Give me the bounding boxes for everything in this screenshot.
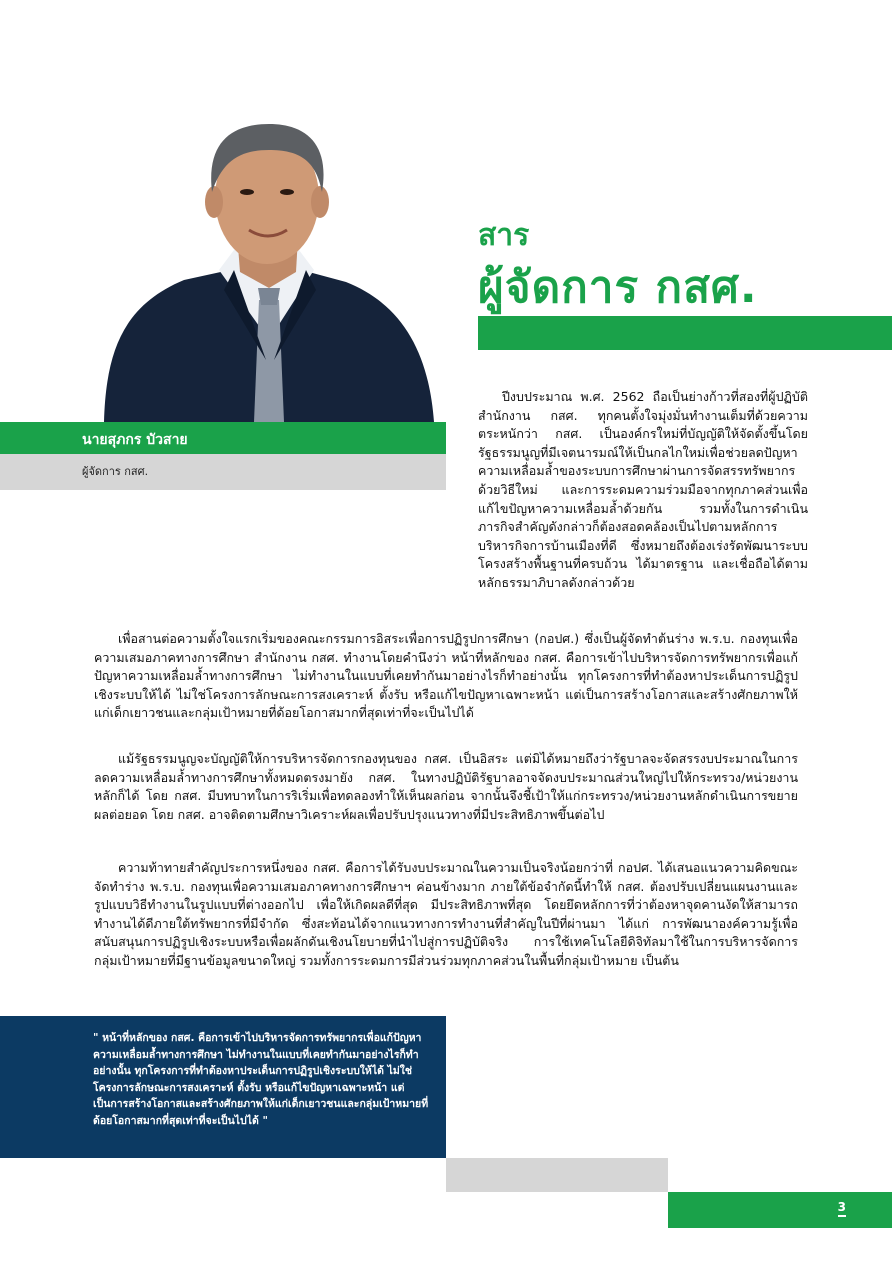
portrait-illustration [84,100,444,422]
portrait-photo [84,100,444,422]
intro-paragraph: ปีงบประมาณ พ.ศ. 2562 ถือเป็นย่างก้าวที่สองที่ผู้ปฏิบัติสำนักงาน กสศ. ทุกคนตั้งใจมุ่งมั่นทำงานเต็มที่ด้วยความตระหนักว่า กสศ. เป็นองค์กรใหม่ที่บัญญัติให้จัดตั้งขึ้นโดยรัฐธรรมนูญที่มีเจตนารมณ์ให้เป็นกลไกใหม่เพื่อช่วยลดปัญหาความเหลื่อมล้ำของระบบการศึกษาผ่านการจัดสรรทรัพยากรด้วยวิธีใหม่ และการระดมความร่วมมือจากทุกภาคส่วนเพื่อแก้ไขปัญหาความเหลื่อมล้ำด้วยกัน รวมทั้งในการดำเนินภารกิจสำคัญดังกล่าวก็ต้องสอดคล้องเป็นไปตามหลักการบริหารกิจการบ้านเมืองที่ดี ซึ่งหมายถึงต้องเร่งรัดพัฒนาระบบโครงสร้างพื้นฐานที่ครบถ้วน ได้มาตรฐาน และเชื่อถือได้ตามหลักธรรมาภิบาลดังกล่าวด้วย [478,389,808,590]
body-paragraph-2: แม้รัฐธรรมนูญจะบัญญัติให้การบริหารจัดการกองทุนของ กสศ. เป็นอิสระ แต่มิได้หมายถึงว่ารัฐบาลจะจัดสรรงบประมาณในการลดความเหลื่อมล้ำทางการศึกษาทั้งหมดตรงมายัง กสศ. ในทางปฏิบัติรัฐบาลอาจจัดงบประมาณส่วนใหญ่ไปให้กระทรวง/หน่วยงานหลักก็ได้ โดย กสศ. มีบทบาทในการริเริ่มเพื่อทดลองทำให้เห็นผลก่อน จากนั้นจึงชี้เป้าให้แก่กระทรวง/หน่วยงานหลักดำเนินการขยายผลต่อยอด โดย กสศ. อาจติดตามศึกษาวิเคราะห์ผลเพื่อปรับปรุงแนวทางที่มีประสิทธิภาพขึ้นต่อไป [94,751,798,822]
page-number-bar [668,1192,892,1228]
person-name: นายสุภกร บัวสาย [82,432,188,448]
decorative-gray-strip [446,1158,668,1192]
person-position: ผู้จัดการ กสศ. [82,465,149,478]
pull-quote-box [0,1016,446,1158]
heading-line-2: ผู้จัดการ กสศ. [478,262,758,313]
body-paragraph-3: ความท้าทายสำคัญประการหนึ่งของ กสศ. คือการได้รับงบประมาณในความเป็นจริงน้อยกว่าที่ กอปศ. ได้เสนอแนวความคิดขณะจัดทำร่าง พ.ร.บ. กองทุนเพื่อความเสมอภาคทางการศึกษาฯ ค่อนข้างมาก ภายใต้ข้อจำกัดนี้ทำให้ กสศ. ต้องปรับเปลี่ยนแผนงานและรูปแบบวิธีทำงานในรูปแบบที่ต่างออกไป เพื่อให้เกิดผลดีที่สุด มีประสิทธิภาพที่สุด โดยยึดหลักการที่ว่าต้องหาจุดคานงัดให้สามารถทำงานได้ดีภายใต้ทรัพยากรที่มีจำกัด ซึ่งสะท้อนได้จากแนวทางการทำงานที่สำคัญในปีที่ผ่านมา ได้แก่ การพัฒนาองค์ความรู้เพื่อสนับสนุนการปฏิรูปเชิงระบบหรือเพื่อผลักดันเชิงนโยบายที่นำไปสู่การปฏิบัติจริง การใช้เทคโนโลยีดิจิทัลมาใช้ในการบริหารจัดการกลุ่มเป้าหมายที่มีฐานข้อมูลขนาดใหญ่ รวมทั้งการระดมการมีส่วนร่วมทุกภาคส่วนในพื้นที่กลุ่มเป้าหมาย เป็นต้น [94,860,798,968]
page-number: 3 [838,1200,846,1217]
heading-line-1: สาร [478,218,530,253]
pull-quote-text: " หน้าที่หลักของ กสศ. คือการเข้าไปบริหารจัดการทรัพยากรเพื่อแก้ปัญหาความเหลื่อมล้ำทางการศึกษา ไม่ทำงานในแบบที่เคยทำกันมาอย่างไรก็ทำอย่างนั้น ทุกโครงการที่ทำต้องหาประเด็นการปฏิรูปเชิงระบบให้ได้ ไม่ใช่โครงการลักษณะการสงเคราะห์ ตั้งรับ หรือแก้ไขปัญหาเฉพาะหน้า แต่เป็นการสร้างโอกาสและสร้างศักยภาพให้แก่เด็กเยาวชนและกลุ่มเป้าหมายที่ด้อยโอกาสมากที่สุดเท่าที่จะเป็นไปได้ " [93,1032,429,1127]
heading-accent-bar [478,316,892,350]
role-bar [0,454,446,490]
body-paragraph-1: เพื่อสานต่อความตั้งใจแรกเริ่มของคณะกรรมการอิสระเพื่อการปฏิรูปการศึกษา (กอปศ.) ซึ่งเป็นผู้จัดทำต้นร่าง พ.ร.บ. กองทุนเพื่อความเสมอภาคทางการศึกษา สำนักงาน กสศ. ทำงานโดยคำนึงว่า หน้าที่หลักของ กสศ. คือการเข้าไปบริหารจัดการทรัพยากรเพื่อแก้ปัญหาความเหลื่อมล้ำทางการศึกษา ไม่ทำงานในแบบที่เคยทำกันมาอย่างไรก็ทำอย่างนั้น ทุกโครงการที่ทำต้องหาประเด็นการปฏิรูปเชิงระบบให้ได้ ไม่ใช่โครงการลักษณะการสงเคราะห์ ตั้งรับ หรือแก้ไขปัญหาเฉพาะหน้า แต่เป็นการสร้างโอกาสและสร้างศักยภาพให้แก่เด็กเยาวชนและกลุ่มเป้าหมายที่ด้อยโอกาสมากที่สุดเท่าที่จะเป็นไปได้ [94,631,798,721]
name-bar [0,422,446,454]
